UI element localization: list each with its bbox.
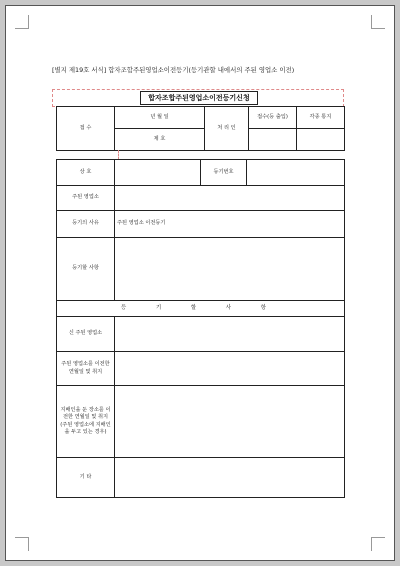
branch-move-label: 지배인을 둔 장소를 이전한 연월일 및 취지 (주된 영업소에 지배인을 두고 있는 경우)	[57, 386, 115, 458]
staff2-field[interactable]	[297, 129, 345, 151]
matters-label: 등기할 사항	[57, 238, 115, 301]
handler-label: 처 리 인	[205, 107, 249, 151]
new-office-label: 신 주된 영업소	[57, 317, 115, 352]
new-office-field[interactable]	[115, 317, 345, 352]
staff2-label: 각종 통지	[297, 107, 345, 129]
receipt-date-cell[interactable]: 년 월 일	[115, 107, 205, 129]
reg-no-label: 등기번호	[201, 160, 247, 186]
branch-move-field[interactable]	[115, 386, 345, 458]
cause-field[interactable]: 주된 영업소 이전등기	[115, 211, 345, 238]
cause-label: 등기의 사유	[57, 211, 115, 238]
staff1-label: 접수(등 출입)	[249, 107, 297, 129]
crop-mark-top-right	[371, 15, 385, 29]
matters-table	[56, 300, 345, 498]
reg-no-field[interactable]	[247, 160, 345, 186]
matters-section-title: 등 기 할 사 항	[57, 301, 345, 317]
crop-mark-bottom-right	[371, 537, 385, 551]
form-caption: [별지 제19호 서식] 합자조합주된영업소이전등기(등기관할 내에서의 주된 영업소 이전)	[52, 66, 295, 74]
form-title: 합자조합주된영업소이전등기신청	[140, 91, 258, 105]
crop-mark-top-left	[15, 15, 29, 29]
receipt-label: 접 수	[57, 107, 115, 151]
registration-table	[56, 159, 345, 301]
move-date-field[interactable]	[115, 352, 345, 386]
main-office-label: 주된 영업소	[57, 186, 115, 211]
main-office-field[interactable]	[115, 186, 345, 211]
other-label: 기 타	[57, 458, 115, 498]
matters-field[interactable]	[115, 238, 345, 301]
receipt-table	[56, 106, 345, 151]
other-field[interactable]	[115, 458, 345, 498]
trade-name-field[interactable]	[115, 160, 201, 186]
trade-name-label: 상 호	[57, 160, 115, 186]
move-date-label: 주된 영업소를 이전한 연월일 및 취지	[57, 352, 115, 386]
crop-mark-bottom-left	[15, 537, 29, 551]
staff1-field[interactable]	[249, 129, 297, 151]
receipt-number-cell[interactable]: 제 호	[115, 129, 205, 151]
